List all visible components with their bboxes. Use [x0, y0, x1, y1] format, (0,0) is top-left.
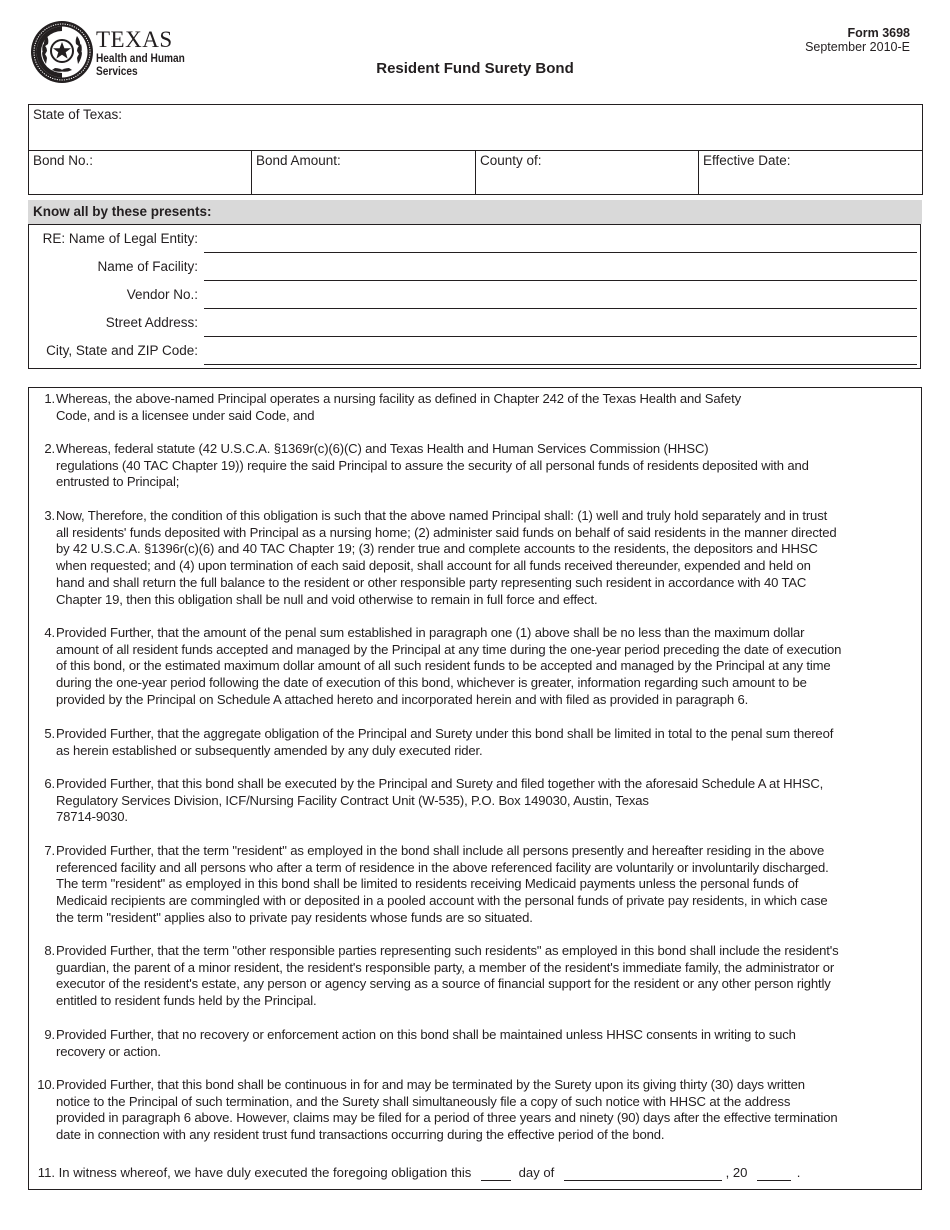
- paragraph-5: [29, 726, 909, 759]
- paragraph-number: 11.: [37, 1165, 55, 1180]
- paragraph-4: [29, 625, 909, 709]
- paragraph-2: [29, 441, 909, 491]
- paragraph-line: provided in paragraph 6 above. However, claims may be filed for a period of three years and ninety (90) days after the effective termination: [56, 1110, 838, 1126]
- year-input[interactable]: [757, 1166, 791, 1181]
- witness-clause: [29, 1165, 800, 1181]
- paragraph-line: executor of the resident's estate, any person or agency serving as a source of financial support for the resident or any other person rightly: [56, 976, 831, 992]
- paragraph-line: Provided Further, that the aggregate obligation of the Principal and Surety under this bond shall be limited in total to the penal sum thereof: [56, 726, 834, 741]
- period-text: .: [796, 1165, 801, 1180]
- paragraph-line: amount of all resident funds accepted and managed by the Principal at any time during the one-year period preceding the date of execution: [56, 641, 842, 657]
- paragraph-line: notice to the Principal of such termination, and the Surety shall simultaneously file a copy of such notice with HHSC at the address: [56, 1093, 791, 1109]
- paragraph-number: 10.: [37, 1077, 55, 1092]
- paragraph-line: by 42 U.S.C.A. §1396r(c)(6) and 40 TAC Chapter 19; (3) render true and complete accounts to the residents, the depositors and HHSC: [56, 541, 818, 557]
- city-state-zip-input[interactable]: [204, 364, 917, 365]
- paragraph-line: regulations (40 TAC Chapter 19)) require the said Principal to assure the security of all personal funds of residents deposited with and: [56, 457, 809, 473]
- logo-subtitle-line1: Health and Human: [96, 53, 185, 65]
- witness-text: In witness whereof, we have duly executed the foregoing obligation this: [58, 1165, 472, 1180]
- logo-title: TEXAS: [96, 27, 173, 52]
- know-all-presents-heading: Know all by these presents:: [33, 204, 212, 219]
- bond-terms-box: [28, 387, 922, 1190]
- paragraph-line: guardian, the parent of a minor resident, the resident's responsible party, a member of the resident's immediate family, the administrator or: [56, 959, 835, 975]
- legal-entity-row: [29, 225, 920, 253]
- paragraph-number: 3.: [44, 508, 55, 523]
- section-header-bar: [28, 200, 922, 224]
- paragraph-number: 7.: [44, 843, 55, 858]
- paragraph-number: 2.: [44, 441, 55, 456]
- bond-amount-label: Bond Amount:: [256, 153, 341, 168]
- bond-info-box: [28, 104, 923, 195]
- year-prefix-text: , 20: [725, 1165, 748, 1180]
- month-input[interactable]: [564, 1166, 722, 1181]
- paragraph-line: Chapter 19, then this obligation shall be null and void otherwise to remain in full force and effect.: [56, 591, 598, 607]
- paragraph-9: [29, 1027, 909, 1060]
- street-address-row: [29, 309, 920, 337]
- city-state-zip-label: City, State and ZIP Code:: [46, 343, 198, 358]
- paragraph-line: Now, Therefore, the condition of this obligation is such that the above named Principal shall: (1) well and truly hold separately and in trust: [56, 508, 828, 523]
- state-of-texas-field[interactable]: [29, 105, 922, 151]
- form-number: Form 3698: [847, 26, 910, 40]
- form-identifier: [805, 26, 910, 54]
- paragraph-line: referenced facility and all persons who after a term of residence in the above referenced facility are voluntarily or involuntarily discharged.: [56, 859, 829, 875]
- street-address-label: Street Address:: [105, 315, 198, 330]
- paragraph-line: date in connection with any resident trust fund transactions occurring during the effective period of the bond.: [56, 1127, 665, 1143]
- bond-amount-field[interactable]: [252, 151, 476, 194]
- state-of-texas-label: State of Texas:: [33, 107, 123, 122]
- bond-details-row: [29, 151, 922, 194]
- paragraph-line: Provided Further, that the term "resident" as employed in the bond shall include all persons presently and hereafter residing in the above: [56, 843, 825, 858]
- paragraph-line: The term "resident" as employed in this bond shall be limited to residents receiving Medicaid payments unless the personal funds of: [56, 876, 799, 892]
- day-input[interactable]: [481, 1166, 511, 1181]
- bond-number-field[interactable]: [29, 151, 252, 194]
- paragraph-line: 78714-9030.: [56, 809, 128, 825]
- effective-date-label: Effective Date:: [703, 153, 791, 168]
- paragraph-number: 9.: [44, 1027, 55, 1042]
- paragraph-line: Provided Further, that the term "other responsible parties representing such residents" as employed in this bond shall include the resident's: [56, 943, 839, 958]
- paragraph-line: Provided Further, that no recovery or enforcement action on this bond shall be maintained unless HHSC consents in writing to such: [56, 1027, 796, 1042]
- form-revision: September 2010-E: [805, 40, 910, 54]
- paragraph-line: recovery or action.: [56, 1043, 161, 1059]
- paragraph-line: entrusted to Principal;: [56, 474, 180, 490]
- paragraph-line: Provided Further, that this bond shall be executed by the Principal and Surety and filed together with the aforesaid Schedule A at HHSC,: [56, 776, 824, 791]
- paragraph-line: when requested; and (4) upon termination of each said deposit, shall account for all funds received thereunder, expended and held on: [56, 558, 811, 574]
- vendor-number-label: Vendor No.:: [126, 287, 198, 302]
- day-of-text: day of: [518, 1165, 555, 1180]
- paragraph-number: 4.: [44, 625, 55, 640]
- paragraph-7: [29, 843, 909, 927]
- paragraph-line: Provided Further, that this bond shall be continuous in for and may be terminated by the Surety upon its giving thirty (30) days written: [56, 1077, 805, 1092]
- paragraph-6: [29, 776, 909, 826]
- paragraph-line: of this bond, or the estimated maximum dollar amount of all such resident funds to be accepted and managed by the Principal at any time: [56, 658, 831, 674]
- paragraph-line: provided by the Principal on Schedule A attached hereto and incorporated herein and with filed as provided in paragraph 6.: [56, 691, 749, 707]
- page-title: Resident Fund Surety Bond: [376, 60, 574, 77]
- paragraph-line: Whereas, the above-named Principal operates a nursing facility as defined in Chapter 242 of the Texas Health and Safety: [56, 391, 742, 406]
- paragraph-number: 8.: [44, 943, 55, 958]
- effective-date-field[interactable]: [699, 151, 922, 194]
- facility-name-label: Name of Facility:: [97, 259, 198, 274]
- paragraph-line: during the one-year period following the date of execution of this bond, whichever is greater, information regarding such amount to be: [56, 675, 807, 691]
- paragraph-number: 1.: [44, 391, 55, 406]
- paragraph-line: Medicaid recipients are commingled with or deposited in a pooled account with the personal funds of private pay residents, in which case: [56, 893, 828, 909]
- paragraph-line: as herein established or subsequently amended by any duly executed rider.: [56, 742, 483, 758]
- paragraph-1: [29, 391, 909, 424]
- county-label: County of:: [480, 153, 542, 168]
- paragraph-line: hand and shall return the full balance to the resident or other responsible party representing such resident in accordance with 40 TAC: [56, 574, 807, 590]
- facility-name-row: [29, 253, 920, 281]
- paragraph-line: Provided Further, that the amount of the penal sum established in paragraph one (1) above shall be no less than the maximum dollar: [56, 625, 805, 640]
- city-state-zip-row: [29, 337, 920, 365]
- paragraph-line: Whereas, federal statute (42 U.S.C.A. §1369r(c)(6)(C) and Texas Health and Human Services Commission (HHSC): [56, 441, 709, 456]
- paragraph-3: [29, 508, 909, 608]
- paragraph-number: 6.: [44, 776, 55, 791]
- logo-subtitle-line2: Services: [96, 66, 138, 78]
- entity-info-box: [28, 224, 921, 369]
- paragraph-line: all residents' funds deposited with Principal as a nursing home; (2) administer said funds on behalf of said residents in the manner directed: [56, 524, 837, 540]
- legal-entity-label: RE: Name of Legal Entity:: [42, 231, 198, 246]
- paragraph-number: 5.: [44, 726, 55, 741]
- vendor-number-row: [29, 281, 920, 309]
- paragraph-10: [29, 1077, 909, 1144]
- paragraph-line: the term "resident" applies also to private pay residents whose funds are so situated.: [56, 909, 533, 925]
- paragraph-8: [29, 943, 909, 1010]
- paragraph-line: Code, and is a licensee under said Code, and: [56, 407, 315, 423]
- paragraph-line: entitled to resident funds held by the Principal.: [56, 993, 317, 1009]
- county-field[interactable]: [476, 151, 699, 194]
- paragraph-line: Regulatory Services Division, ICF/Nursing Facility Contract Unit (W-535), P.O. Box 149030, Austin, Texas: [56, 792, 649, 808]
- bond-number-label: Bond No.:: [33, 153, 94, 168]
